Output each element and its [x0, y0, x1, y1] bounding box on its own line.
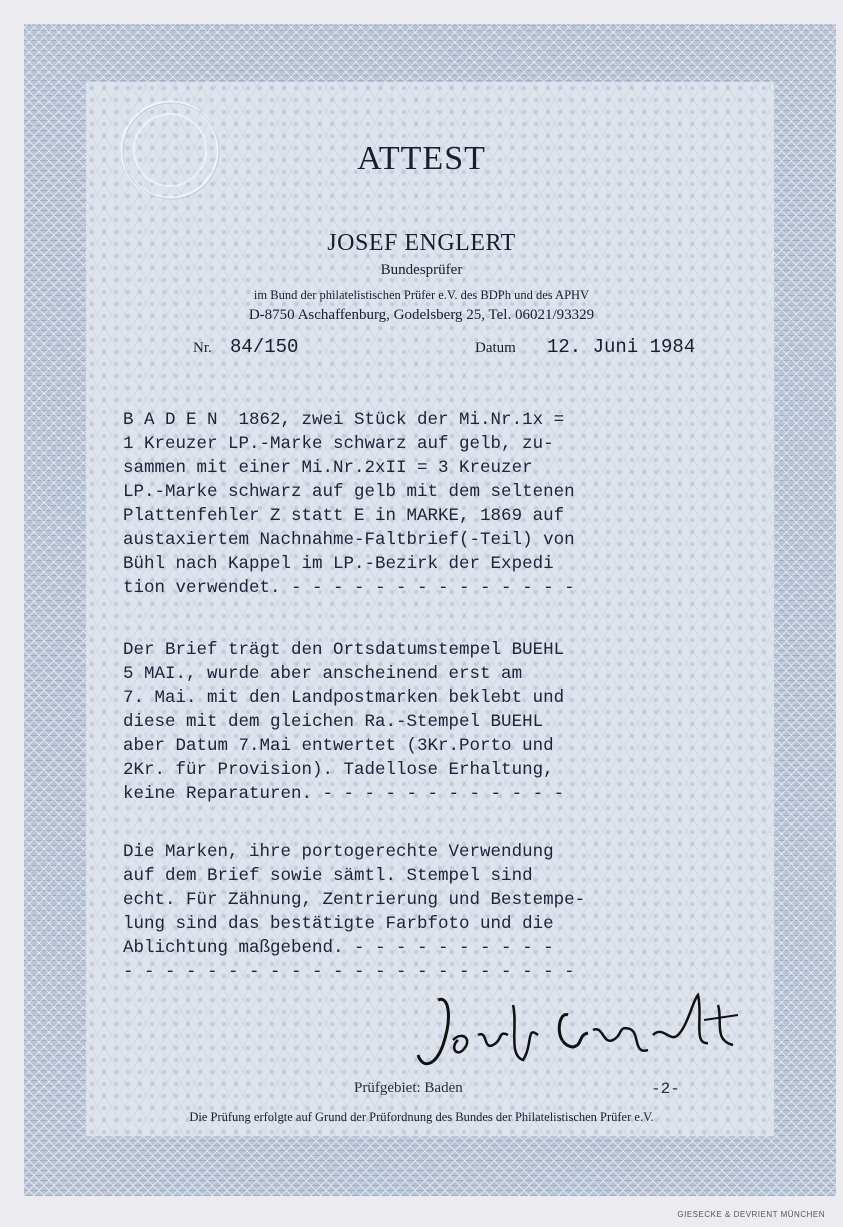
certificate-title: ATTEST	[357, 140, 486, 177]
signature	[408, 985, 748, 1080]
certificate-number: 84/150	[230, 336, 299, 358]
expert-role: Bundesprüfer	[380, 262, 463, 278]
postmark-paragraph: Der Brief trägt den Ortsdatumstempel BUEHL 5 MAI., wurde aber anscheinend erst am 7. Mai. mit den Landpostmarken beklebt und diese mit dem gleichen Ra.-Stempel BUEHL aber Datum 7.Mai entwertet (3Kr.Porto und 2Kr. für Provision). Tadellose Erhaltung, keine Reparaturen. - - - - - - - - - - - -	[123, 640, 565, 804]
address-line: D-8750 Aschaffenburg, Godelsberg 25, Tel. 06021/93329	[248, 307, 595, 323]
federation-line: im Bund der philatelistischen Prüfer e.V. des BDPh und des APHV	[253, 288, 590, 302]
footer-note: Die Prüfung erfolgte auf Grund der Prüfordnung des Bundes der Philatelistischen Prüfer e.V.	[189, 1110, 654, 1124]
certificate-date: 12. Juni 1984	[547, 336, 696, 358]
test-area: Prüfgebiet: Baden	[354, 1080, 463, 1096]
date-label: Datum	[475, 340, 516, 356]
printer-imprint: GIESECKE & DEVRIENT MÜNCHEN	[677, 1210, 825, 1219]
number-label: Nr.	[193, 340, 212, 356]
description-paragraph: B A D E N 1862, zwei Stück der Mi.Nr.1x = 1 Kreuzer LP.-Marke schwarz auf gelb, zu- sammen mit einer Mi.Nr.2xII = 3 Kreuzer LP.-Marke schwarz auf gelb mit dem seltenen Plattenfehler Z statt E in MARKE, 1869 auf austaxiertem Nachnahme-Faltbrief(-Teil) von Bühl nach Kappel im LP.-Bezirk der Expedi tion verwendet. - - - - - - - - - - - - - -	[123, 410, 575, 598]
page-number: -2-	[651, 1080, 680, 1098]
authenticity-paragraph: Die Marken, ihre portogerechte Verwendung auf dem Brief sowie sämtl. Stempel sind echt. Für Zähnung, Zentrierung und Bestempe- lung sind das bestätigte Farbfoto und die Ablichtung maßgebend. - - - - - - - - - - - - - - - - - - - - - - - - - - - - - - - -	[123, 842, 586, 982]
expert-name: JOSEF ENGLERT	[327, 230, 516, 256]
